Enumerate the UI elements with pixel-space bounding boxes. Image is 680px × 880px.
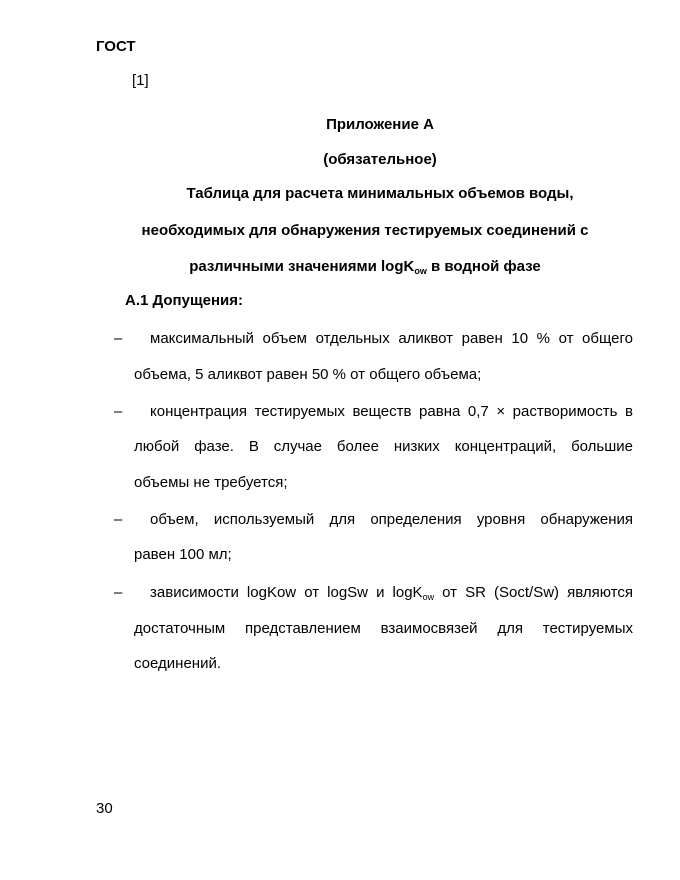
table-title-line-3-suffix: в водной фазе [426, 258, 541, 275]
table-title-line-3-text: различными значениями logK [189, 258, 415, 275]
table-title-line-1: Таблица для расчета минимальных объемов воды, [186, 185, 574, 202]
list-bullet-dash: – [114, 584, 123, 601]
list-item-2-line-2: любой фазе. В случае более низких концентраций, большие [134, 438, 633, 455]
list-item-3-line-1: объем, используемый для определения уровня обнаружения [150, 511, 633, 528]
list-bullet-dash: – [114, 330, 123, 347]
table-title-line-2: необходимых для обнаружения тестируемых соединений с [141, 222, 589, 239]
list-item-4-line-2: достаточным представлением взаимосвязей для тестируемых [134, 620, 633, 637]
list-item-4-line-1 [150, 584, 633, 602]
document-standard-label: ГОСТ [96, 38, 136, 55]
list-item-3-line-2: равен 100 мл; [134, 546, 232, 563]
section-heading: А.1 Допущения: [125, 292, 243, 309]
appendix-status: (обязательное) [323, 151, 437, 168]
list-item-4-line-3: соединений. [134, 655, 221, 672]
appendix-title: Приложение А [326, 116, 434, 133]
list-bullet-dash: – [114, 403, 123, 420]
list-item-1-line-1: максимальный объем отдельных аликвот равен 10 % от общего [150, 330, 633, 347]
subscript-ow: ow [422, 592, 435, 602]
list-bullet-dash: – [114, 511, 123, 528]
page-number: 30 [96, 800, 113, 817]
list-item-2-line-3: объемы не требуется; [134, 474, 288, 491]
list-item-2-line-1: концентрация тестируемых веществ равна 0,7 × растворимость в [150, 403, 633, 420]
table-title-line-3 [60, 258, 670, 276]
list-item-4-line-1-suffix: от SR (Soct/Sw) являются [434, 584, 633, 601]
list-item-1-line-2: объема, 5 аликвот равен 50 % от общего объема; [134, 366, 482, 383]
reference-marker: [1] [132, 72, 149, 89]
subscript-ow: ow [414, 266, 427, 276]
list-item-4-line-1-text: зависимости logKow от logSw и logK [150, 584, 423, 601]
